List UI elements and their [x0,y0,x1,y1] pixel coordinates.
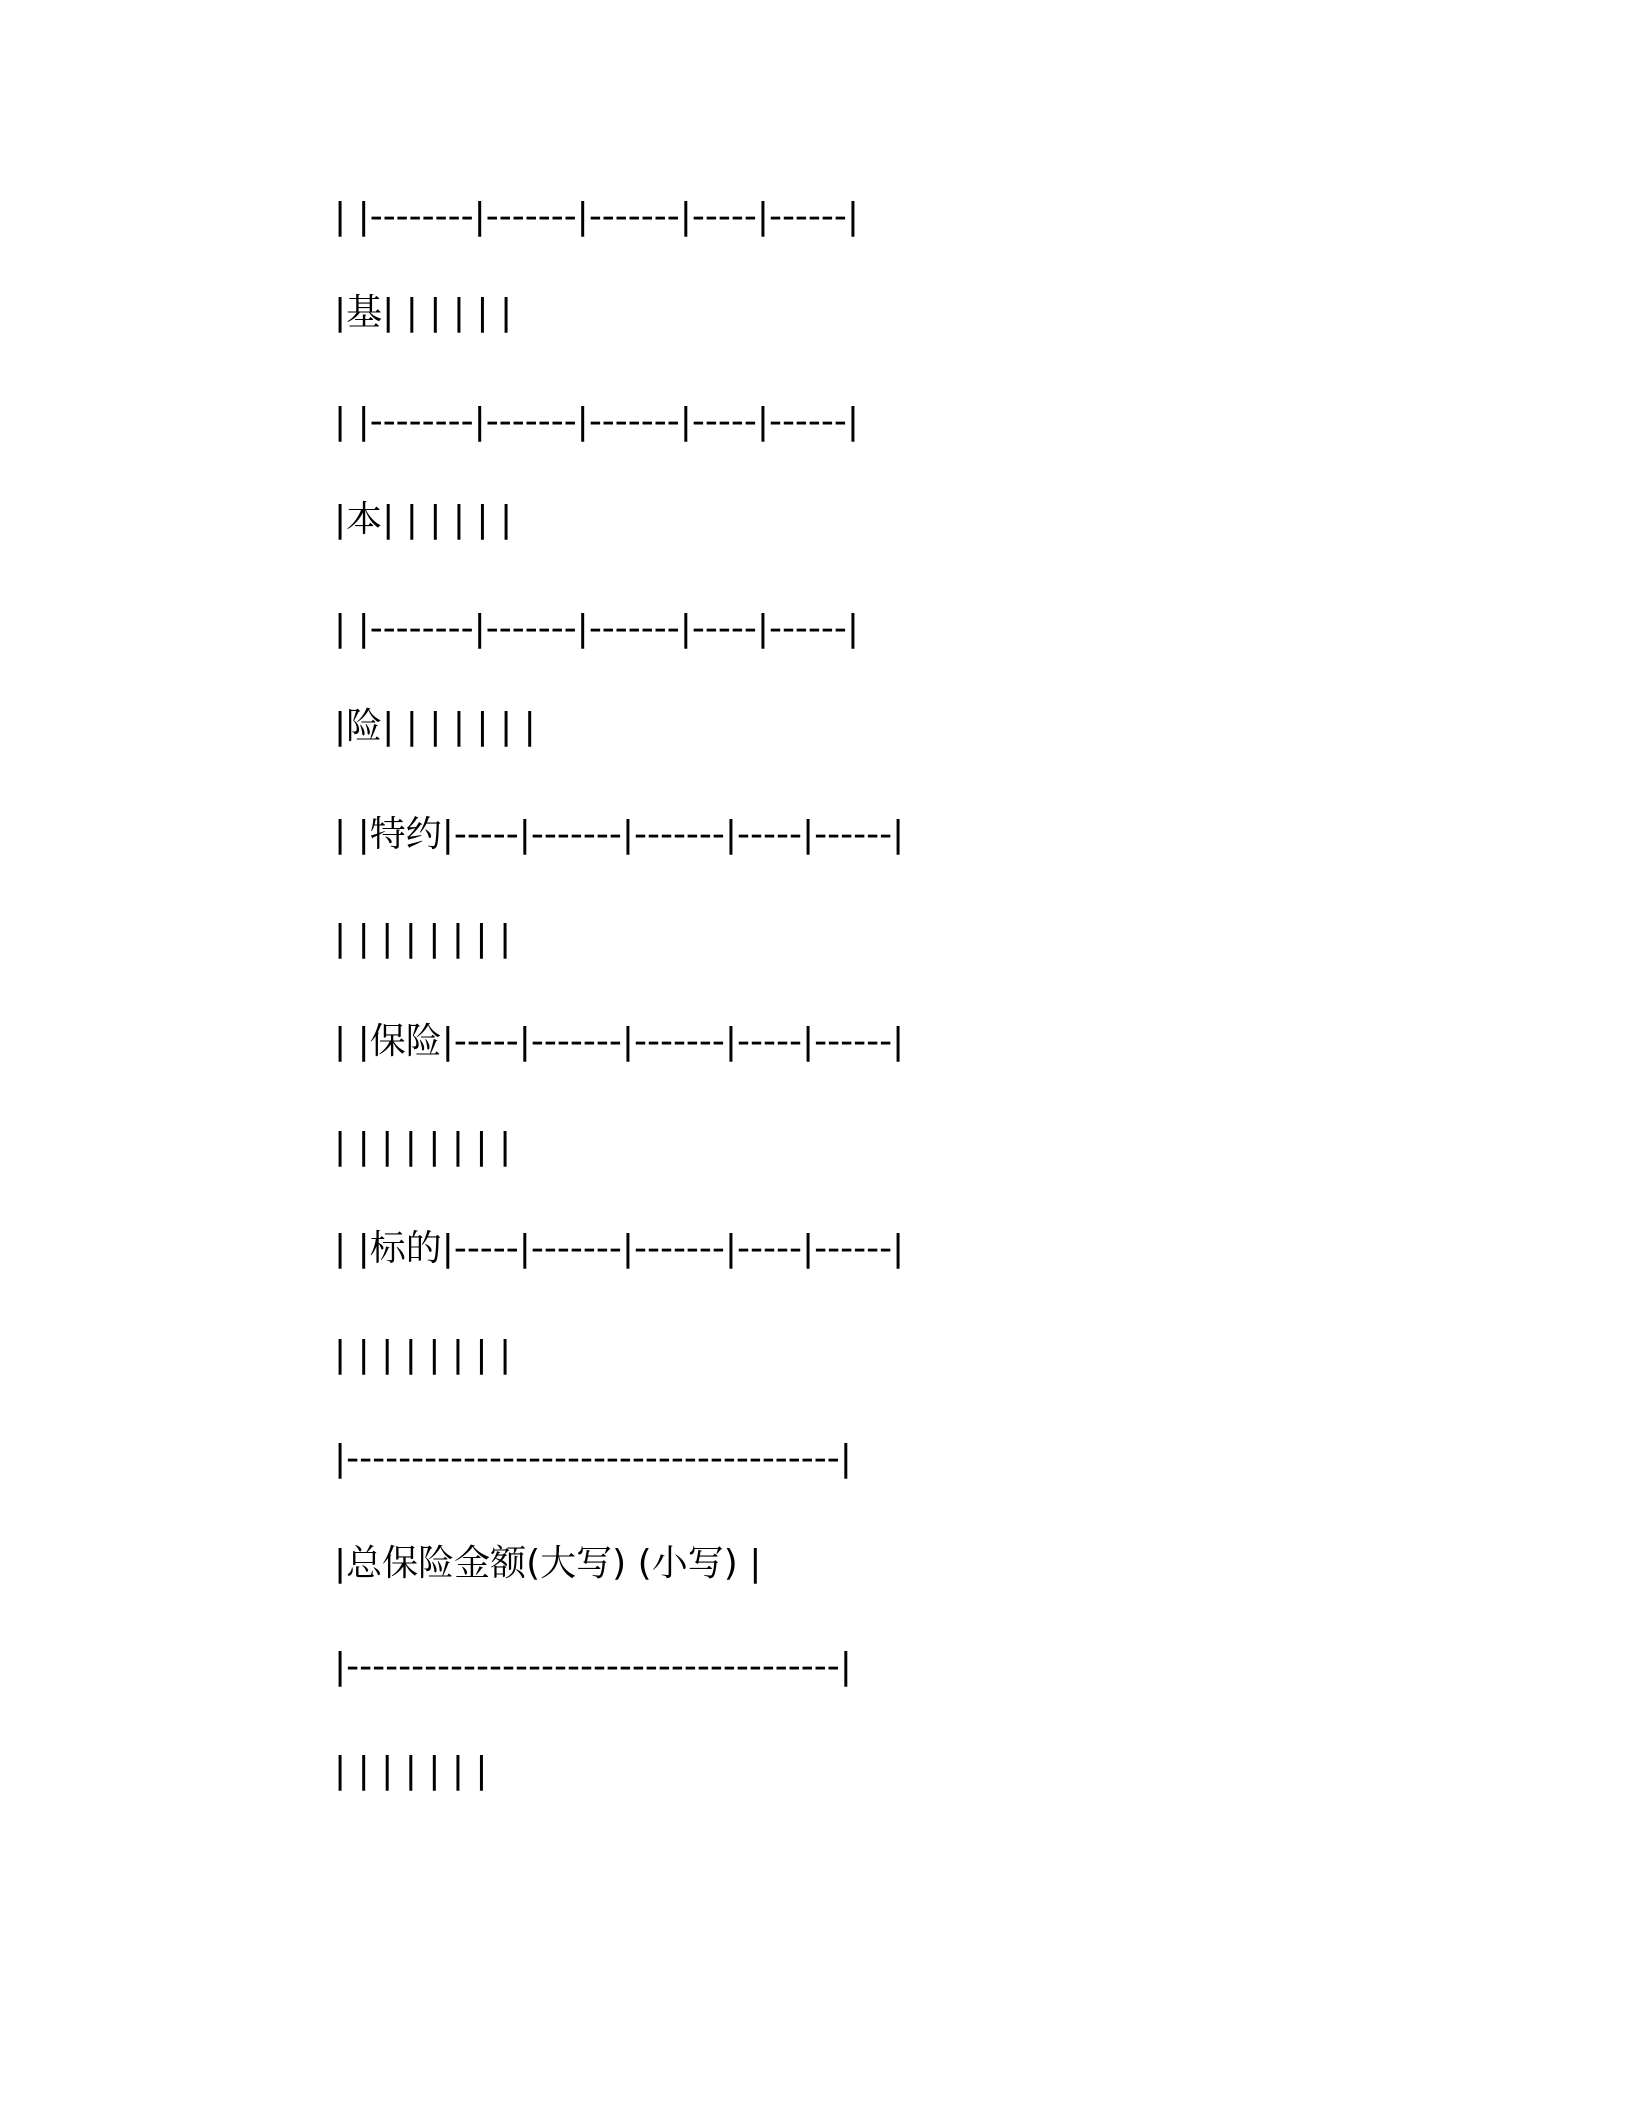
table-row-text: | | | | | | | | [334,1334,512,1375]
total-insured-amount-row: |总保险金额(大写) (小写) | [334,1543,762,1584]
table-border-line: |--------------------------------------| [334,1646,852,1687]
table-row-text: |险| | | | | | | [334,706,536,747]
table-border-line: | |标的|-----|-------|-------|-----|------| [334,1228,905,1269]
table-row-text: |基| | | | | | [334,292,513,333]
table-row-text: |本| | | | | | [334,499,513,540]
table-row-text: | | | | | | | [334,1750,488,1791]
table-border-line: | |保险|-----|-------|-------|-----|------| [334,1021,905,1062]
table-border-line: |--------------------------------------| [334,1438,852,1479]
table-border-line: | |--------|-------|-------|-----|------| [334,196,860,237]
table-row-text: | | | | | | | | [334,1126,512,1167]
table-border-line: | |特约|-----|-------|-------|-----|------| [334,814,905,855]
table-row-text: | | | | | | | | [334,918,512,959]
table-border-line: | |--------|-------|-------|-----|------| [334,608,860,649]
table-border-line: | |--------|-------|-------|-----|------| [334,401,860,442]
